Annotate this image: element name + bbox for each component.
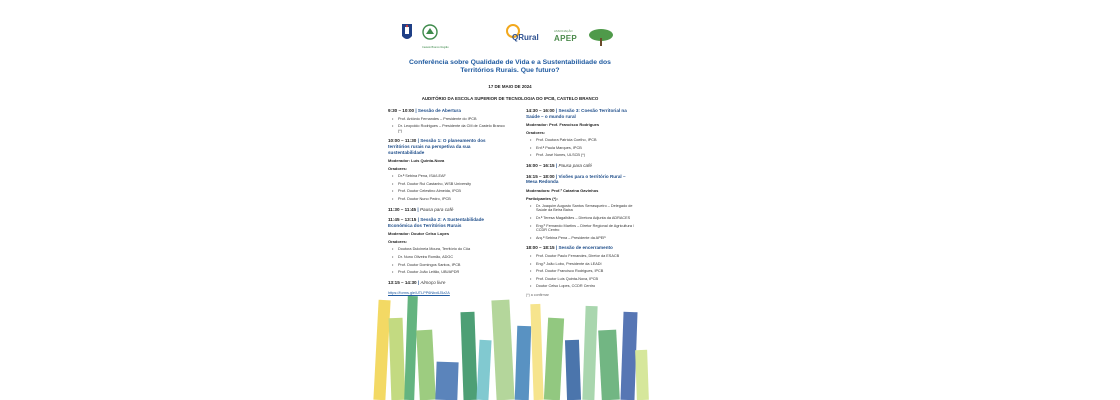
qrural-logo [506, 24, 548, 48]
session-time: 18:00 – 18:15 [526, 245, 555, 251]
session-time: 10:00 – 11:30 [388, 138, 417, 144]
moderator-label: Moderador: Luís Quinta-Nova [388, 158, 445, 164]
tree-icon [588, 26, 614, 48]
list-item: • Dr.ª Sebina Pena, ISA/LEAF [398, 174, 506, 179]
list-item: • Prof. Doutor Rui Castanho, WSB University [398, 182, 506, 187]
apep-small-text: ASSOCIAÇÃO [554, 29, 573, 33]
session-title: Pausa para café [558, 162, 592, 168]
list-item: • Prof. Doutor Domingos Santos, IPCB [398, 263, 506, 268]
speakers-label: Oradores: [388, 239, 408, 245]
list-item: • Eng.º Fernando Martins – Diretor Regional de Agricultura / CCDR Centro [536, 224, 638, 233]
session-closing: 18:00 – 18:15 | Sessão de encerramento • Prof. Doutor Paulo Fernandes, Diretor da ESACB • Eng.º João Lobo, Presidente da LEADI • Prof. Doutor Francisco Rodrigues, IPCB • Prof. Doutor Luís Quinta-Nova, IPCB • Doutor Celso Lopes, CCDR Centro (*) a confirmar [526, 245, 638, 298]
moderator-label: Moderadora: Prof.ª Catarina Gavinhos [526, 187, 599, 193]
registration-link[interactable]: https://forms.gle/UTLPP6Nbx6J5z2A [388, 291, 450, 296]
moderator-label: Moderador: Doutor Celso Lopes [388, 231, 450, 237]
list-item: • Prof. José Nunes, ULSCB (*) [536, 153, 638, 158]
list-item: • Eng.º João Lobo, Presidente da LEADI [536, 262, 638, 267]
list-item: • Prof. António Fernandes – Presidente do IPCB [398, 117, 506, 122]
conference-poster [370, 0, 650, 400]
list-item: • Dr. Nuno Oliveira Romão, ADGC [398, 255, 506, 260]
list-item: • Prof. Doutor João Leitão, UBI/APDR [398, 270, 506, 275]
list-item: • Prof. Doutor Francisco Rodrigues, IPCB [536, 269, 638, 274]
session-time: 14:30 – 16:00 [526, 108, 555, 113]
session-title: Pausa para café [419, 206, 454, 212]
lunch: 13:15 – 14:30 | Almoço livre [388, 279, 446, 285]
apep-logo [554, 26, 614, 48]
session-title: Sessão 3: Coesão Territorial na Saúde – o mundo rural [526, 108, 627, 119]
session-title: Sessão de encerramento [558, 245, 613, 251]
session-time: 9:30 – 10:00 [388, 108, 415, 113]
conference-title: Conferência sobre Qualidade de Vida e a Sustentabilidade dos Territórios Rurais. Que futuro? [409, 59, 611, 74]
session-3: 14:30 – 16:00 | Sessão 3: Coesão Territorial na Saúde – o mundo rural Moderador: Prof. Francisco Rodrigues Oradores: • Prof. Doutora Patrícia Coelho, IPCB • Enf.ª Paula Marques, IPCB • Prof. José Nunes, ULSCB (*) [526, 108, 638, 158]
list-item: • Doutora Dulcineia Moura, Território do Côa [398, 247, 506, 252]
break-1: 11:30 – 11:45 | Pausa para café [388, 206, 454, 212]
session-title: Sessão de Abertura [417, 108, 461, 113]
program-right-column [526, 108, 638, 303]
session-time: 16:15 – 18:00 [526, 173, 555, 179]
list-item: • Dr. Joaquim Augusto Santos Serrasqueiro – Delegado de Saúde da Beira Baixa [536, 204, 638, 213]
castelo-branco-logo [422, 24, 482, 50]
list-item: • Dr. Leopoldo Rodrigues – Presidente da CM de Castelo Branco (*) [398, 124, 506, 133]
session-opening: 9:30 – 10:00 | Sessão de Abertura • Prof. António Fernandes – Presidente do IPCB • Dr. Leopoldo Rodrigues – Presidente da CM de Castelo Branco (*) [388, 108, 506, 133]
speakers-label: Oradores: [388, 166, 408, 172]
session-title: Sessão 1: O planeamento dos territórios rurais na perspetiva da sua sustentabilidade [388, 138, 486, 155]
session-2: 11:45 – 13:15 | Sessão 2: A Sustentabilidade Económica dos Territórios Rurais Moderador: Doutor Celso Lopes Oradores: • Doutora Dulcineia Moura, Território do Côa • Dr. Nuno Oliveira Romão, ADGC • Prof. Doutor Domingos Santos, IPCB • Prof. Doutor João Leitão, UBI/APDR [388, 217, 506, 275]
apep-text: APEP [554, 34, 577, 43]
participants-label: Participantes (*): [526, 195, 558, 201]
session-1: 10:00 – 11:30 | Sessão 1: O planeamento dos territórios rurais na perspetiva da sua sustentabilidade Moderador: Luís Quinta-Nova Oradores: • Dr.ª Sebina Pena, ISA/LEAF • Prof. Doutor Rui Castanho, WSB University • Prof. Doutor Celestino Almeida, IPCB • Prof. Doutor Nuno Pedro, IPCB [388, 138, 506, 201]
list-item: • Dr.ª Teresa Magalhães – Diretora Adjunta da ADRACES [536, 216, 638, 221]
list-item: • Prof. Doutor Paulo Fernandes, Diretor da ESACB [536, 254, 638, 259]
session-title: Almoço livre [420, 279, 446, 285]
session-time: 11:30 – 11:45 [388, 206, 417, 212]
session-title: Sessão 2: A Sustentabilidade Económica dos Territórios Rurais [388, 217, 484, 228]
conference-date: 17 DE MAIO DE 2024 [488, 84, 532, 89]
session-time: 16:00 – 16:15 [526, 162, 555, 168]
speakers-label: Oradores: [526, 130, 546, 136]
university-shield-logo [400, 22, 414, 44]
qrural-text: QRural [512, 33, 539, 42]
break-2: 16:00 – 16:15 | Pausa para café [526, 162, 592, 168]
session-time: 11:45 – 13:15 [388, 217, 417, 223]
list-item: • Enf.ª Paula Marques, IPCB [536, 146, 638, 151]
list-item: • Doutor Celso Lopes, CCDR Centro [536, 284, 638, 289]
program-left-column [388, 108, 506, 296]
session-time: 13:15 – 14:30 [388, 279, 417, 285]
confirmation-note: (*) a confirmar [526, 292, 549, 297]
cm-caption: Castelo Branco Região [422, 46, 449, 49]
list-item: • Prof. Doutora Patrícia Coelho, IPCB [536, 138, 638, 143]
conference-venue: AUDITÓRIO DA ESCOLA SUPERIOR DE TECNOLOGIA DO IPCB, CASTELO BRANCO [421, 96, 599, 101]
session-title: Visões para o território Rural – Mesa Redonda [526, 173, 626, 185]
list-item: • Prof. Doutor Celestino Almeida, IPCB [398, 189, 506, 194]
list-item: • Arq.ª Sebina Pena – Presidente da APEP [536, 236, 638, 241]
list-item: • Prof. Doutor Luís Quinta-Nova, IPCB [536, 277, 638, 282]
moderator-label: Moderador: Prof. Francisco Rodrigues [526, 122, 600, 128]
list-item: • Prof. Doutor Nuno Pedro, IPCB [398, 197, 506, 202]
cm-emblem-icon [422, 24, 438, 40]
session-4: 16:15 – 18:00 | Visões para o território Rural – Mesa Redonda Moderadora: Prof.ª Catarina Gavinhos Participantes (*): • Dr. Joaquim Augusto Santos Serrasqueiro – Delegado de Saúde da Beira Baixa • Dr.ª Teresa Magalhães – Diretora Adjunta da ADRACES • Eng.º Fernando Martins – Diretor Regional de Agricultura / CCDR Centro • Arq.ª Sebina Pena – Presidente da APEP [526, 174, 638, 241]
